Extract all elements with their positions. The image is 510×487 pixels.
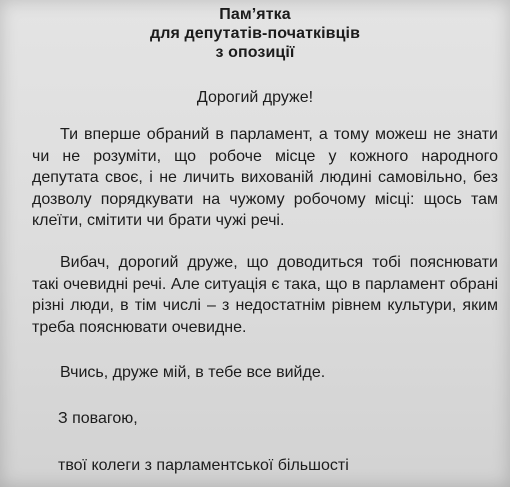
signature: твої колеги з парламентської більшості (58, 457, 349, 474)
memo-title-line-1: Пам’ятка (219, 6, 291, 23)
memo-title-line-2: для депутатів-початківців (149, 25, 361, 42)
paragraph-1: Ти вперше обраний в парламент, а тому можеш не знати чи не розуміти, що робоче місце у кожного народного депутата своє, і не личить вихованій людині самовільно, без дозволу порядкувати на чужому робочому місці: щось там клеїти, смітити чи брати чужі речі. (32, 126, 498, 229)
memo-title-line-3: з опозиції (215, 44, 295, 61)
paragraph-2: Вибач, дорогий друже, що доводиться тобі пояснювати такі очевидні речі. Але ситуація є така, що в парламент обрані різні люди, в тім числі – з недостатнім рівнем культури, яким треба пояснювати очевидне. (32, 254, 498, 336)
paragraph-3: Вчись, друже мій, в тебе все вийде. (60, 364, 326, 381)
closing-phrase: З повагою, (58, 410, 138, 427)
greeting: Дорогий друже! (196, 89, 314, 106)
